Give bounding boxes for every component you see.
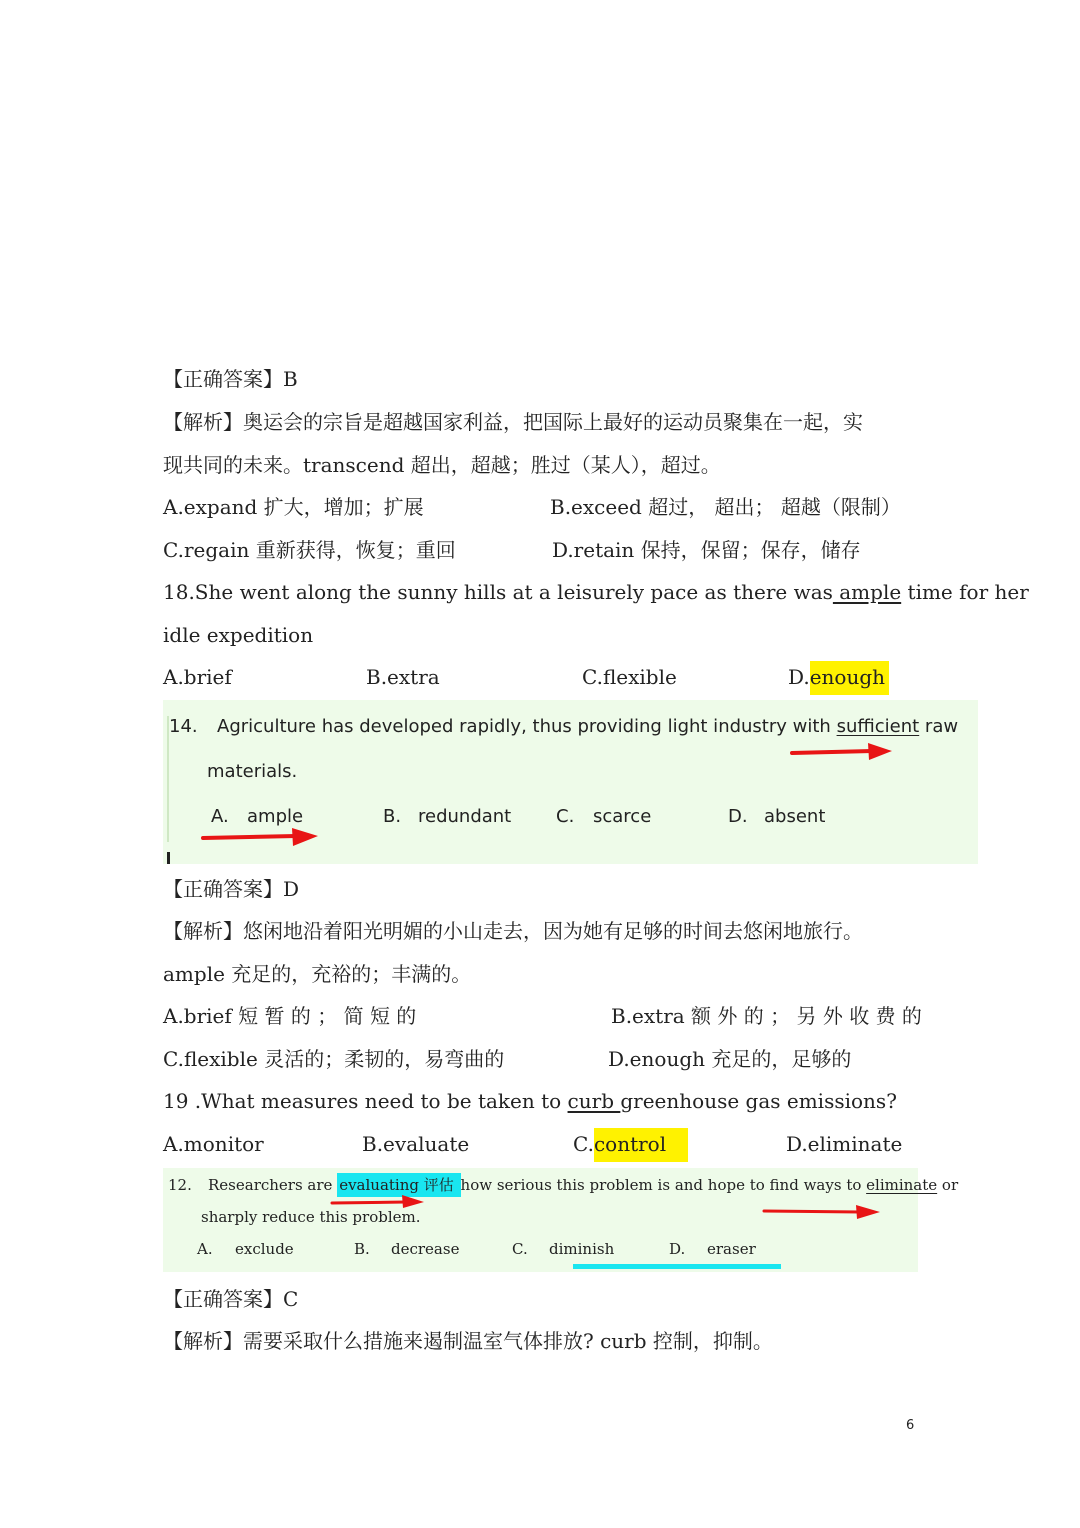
- ref14-stem-line2: materials.: [207, 761, 298, 782]
- q17-answer: 【正确答案】B: [163, 367, 298, 391]
- q18-option-d: [788, 664, 889, 690]
- q18-option-d-letter: D.: [788, 665, 810, 689]
- ref14-number: 14.: [169, 716, 198, 737]
- ref14-option-c: scarce: [593, 806, 652, 827]
- cyan-underline-mark: [573, 1264, 781, 1269]
- q17-option-d: D.retain 保持，保留；保存，储存: [552, 538, 861, 562]
- ref12-stem-mid: how serious this problem is and hope to find ways to: [460, 1176, 867, 1194]
- ref14-option-a: ample: [247, 806, 304, 827]
- ref12-stem-pre: Researchers are: [208, 1176, 338, 1194]
- q17-option-c: C.regain 重新获得，恢复；重回: [163, 538, 456, 562]
- ref12-stem-line2: sharply reduce this problem.: [201, 1208, 421, 1226]
- q19-option-c-highlight: control: [594, 1128, 688, 1162]
- ref14-option-b-letter: B.: [383, 806, 402, 827]
- q18-analysis-line1: 【解析】悠闲地沿着阳光明媚的小山走去，因为她有足够的时间去悠闲地旅行。: [163, 919, 863, 943]
- red-arrow-icon: [762, 1202, 882, 1222]
- q17-analysis-line1: 【解析】奥运会的宗旨是超越国家利益，把国际上最好的运动员聚集在一起，实: [163, 410, 863, 434]
- q18-stem-line1: [163, 579, 1029, 605]
- ref14-option-d: absent: [764, 806, 826, 827]
- q19-answer: 【正确答案】C: [163, 1287, 299, 1311]
- ref12-stem-line1: [208, 1172, 958, 1198]
- ref14-stem-keyword: sufficient: [836, 716, 920, 737]
- ref12-option-d: eraser: [707, 1240, 756, 1258]
- ref12-stem-highlight: evaluating 评估: [337, 1173, 460, 1197]
- ref12-option-c: diminish: [549, 1240, 615, 1258]
- ref12-option-a-letter: A.: [197, 1240, 213, 1258]
- q17-option-a: A.expand 扩大，增加；扩展: [163, 495, 424, 519]
- q19-option-c: [573, 1131, 688, 1157]
- ref14-stem-pre: Agriculture has developed rapidly, thus providing light industry with: [217, 716, 837, 737]
- q18-stem-post: time for her: [901, 580, 1029, 604]
- q17-analysis-line2: 现共同的未来。transcend 超出，超越；胜过（某人），超过。: [163, 453, 721, 477]
- ref12-option-c-letter: C.: [512, 1240, 528, 1258]
- q19-option-c-letter: C.: [573, 1132, 594, 1156]
- red-arrow-icon: [200, 825, 320, 849]
- ref12-option-b: decrease: [391, 1240, 460, 1258]
- ref14-option-c-letter: C.: [556, 806, 575, 827]
- q18-analysis-line2: ample 充足的，充裕的；丰满的。: [163, 962, 472, 986]
- q18-answer: 【正确答案】D: [163, 877, 300, 901]
- ref14-stem-line1: [217, 714, 958, 740]
- q18-option-a: A.brief: [163, 665, 232, 689]
- red-arrow-icon: [790, 740, 894, 764]
- q19-option-b: B.evaluate: [362, 1132, 470, 1156]
- ref12-stem-keyword: eliminate: [866, 1176, 938, 1194]
- q19-option-a: A.monitor: [163, 1132, 264, 1156]
- cursor-mark: [167, 852, 170, 864]
- q18-explanation-c: C.flexible 灵活的；柔韧的，易弯曲的: [163, 1047, 505, 1071]
- q18-stem-keyword: ample: [832, 580, 902, 604]
- q19-stem-keyword: curb: [567, 1089, 621, 1113]
- q19-stem-post: greenhouse gas emissions?: [620, 1089, 897, 1113]
- ref12-option-d-letter: D.: [669, 1240, 686, 1258]
- q18-explanation-a: A.brief 短 暂 的 ； 简 短 的: [163, 1004, 417, 1028]
- ref14-stem-post: raw: [919, 716, 959, 737]
- ref12-option-b-letter: B.: [354, 1240, 370, 1258]
- q18-stem-line2: idle expedition: [163, 623, 314, 647]
- ref14-option-b: redundant: [418, 806, 512, 827]
- q18-option-c: C.flexible: [582, 665, 677, 689]
- ref14-option-a-letter: A.: [211, 806, 229, 827]
- ref12-number: 12.: [168, 1176, 192, 1194]
- q18-stem-pre: 18.She went along the sunny hills at a leisurely pace as there was: [163, 580, 833, 604]
- q17-option-b: B.exceed 超过， 超出； 超越（限制）: [550, 495, 901, 519]
- red-arrow-icon: [330, 1192, 426, 1210]
- q19-stem-pre: 19 .What measures need to be taken to: [163, 1089, 568, 1113]
- ref14-option-d-letter: D.: [728, 806, 748, 827]
- q18-explanation-d: D.enough 充足的，足够的: [608, 1047, 852, 1071]
- q18-option-b: B.extra: [366, 665, 440, 689]
- page-number: 6: [906, 1418, 915, 1433]
- q18-option-d-highlight: enough: [810, 661, 889, 695]
- q19-analysis: 【解析】需要采取什么措施来遏制温室气体排放? curb 控制，抑制。: [163, 1329, 773, 1353]
- q19-stem: [163, 1088, 897, 1114]
- q18-explanation-b: B.extra 额 外 的 ； 另 外 收 费 的: [611, 1004, 922, 1028]
- q19-option-d: D.eliminate: [786, 1132, 903, 1156]
- ref12-option-a: exclude: [235, 1240, 294, 1258]
- ref12-stem-post: or: [937, 1176, 959, 1194]
